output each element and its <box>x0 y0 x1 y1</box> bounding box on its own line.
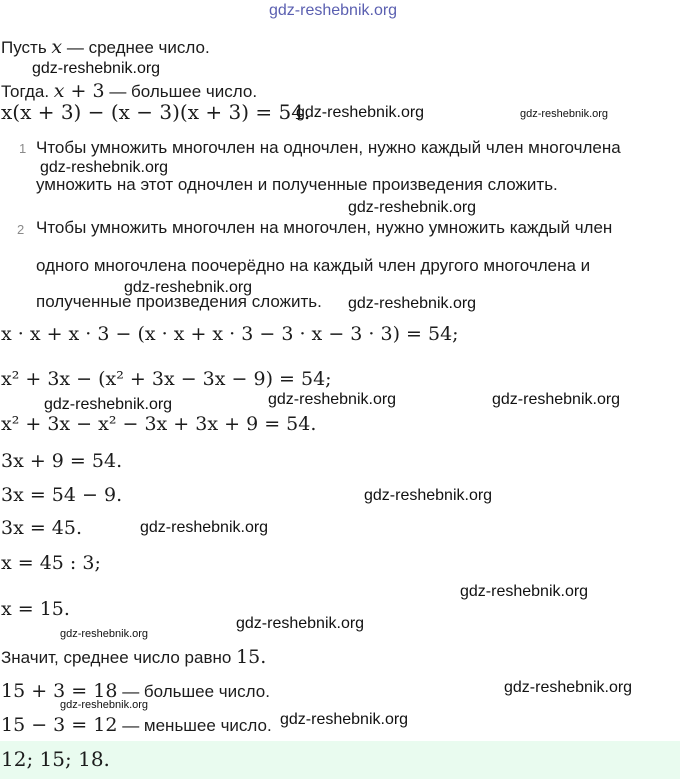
solution-step: 3x = 54 − 9. <box>1 484 123 506</box>
rule-number: 1 <box>19 141 27 156</box>
watermark: gdz-reshebnik.org <box>124 279 253 296</box>
watermark: gdz-reshebnik.org <box>348 295 477 312</box>
solution-step: 3x + 9 = 54. <box>1 450 123 472</box>
watermark: gdz-reshebnik.org <box>460 583 589 600</box>
solution-step: 3x = 45. <box>1 517 83 539</box>
rule-line: Чтобы умножить многочлен на одночлен, нужно каждый член многочлена <box>36 138 621 157</box>
watermark-small: gdz-reshebnik.org <box>60 699 149 711</box>
solution-step: x² + 3x − x² − 3x + 3x + 9 = 54. <box>1 413 317 435</box>
watermark: gdz-reshebnik.org <box>504 679 633 696</box>
watermark-small: gdz-reshebnik.org <box>520 108 609 120</box>
intro-let-line <box>1 36 210 58</box>
let-prefix: Пусть <box>1 38 47 57</box>
rule-line: умножить на этот одночлен и полученные произведения сложить. <box>36 175 558 194</box>
solution-step: x · x + x · 3 − (x · x + x · 3 − 3 · x − 3 · 3) = 54; <box>1 323 459 345</box>
then-expression: x + 3 <box>53 80 105 102</box>
let-variable: x <box>51 36 63 58</box>
conclusion-smaller <box>1 714 272 736</box>
smaller-suffix: — меньшее число. <box>122 716 272 735</box>
watermark: gdz-reshebnik.org <box>348 199 477 216</box>
conclusion-middle-value: 15. <box>236 646 267 668</box>
watermark: gdz-reshebnik.org <box>44 396 173 413</box>
let-suffix: — среднее число. <box>66 38 210 57</box>
rule-line: полученные произведения сложить. <box>36 292 322 311</box>
rule-line: Чтобы умножить многочлен на многочлен, нужно умножить каждый член <box>36 218 613 237</box>
rule-line: одного многочлена поочерёдно на каждый член другого многочлена и <box>36 256 591 275</box>
rule-number: 2 <box>17 222 25 237</box>
conclusion-middle <box>1 646 266 668</box>
watermark: gdz-reshebnik.org <box>296 104 425 121</box>
watermark: gdz-reshebnik.org <box>492 391 621 408</box>
watermark: gdz-reshebnik.org <box>236 615 365 632</box>
then-suffix: — большее число. <box>109 82 258 101</box>
intro-then-line <box>1 80 257 102</box>
watermark: gdz-reshebnik.org <box>280 711 409 728</box>
watermark: gdz-reshebnik.org <box>140 519 269 536</box>
watermark: gdz-reshebnik.org <box>40 159 169 176</box>
larger-suffix: — большее число. <box>122 682 270 701</box>
conclusion-middle-prefix: Значит, среднее число равно <box>1 648 232 667</box>
solution-step: x = 45 : 3; <box>1 552 101 574</box>
solution-step: x² + 3x − (x² + 3x − 3x − 9) = 54; <box>1 368 332 390</box>
watermark: gdz-reshebnik.org <box>268 391 397 408</box>
smaller-expression: 15 − 3 = 12 <box>1 714 118 736</box>
main-equation: x(x + 3) − (x − 3)(x + 3) = 54. <box>1 100 311 124</box>
answer: 12; 15; 18. <box>1 747 110 771</box>
larger-expression: 15 + 3 = 18 <box>1 680 118 702</box>
watermark: gdz-reshebnik.org <box>32 60 161 77</box>
then-prefix: Тогда. <box>1 82 50 101</box>
watermark: gdz-reshebnik.org <box>364 487 493 504</box>
watermark-top: gdz-reshebnik.org <box>269 2 398 19</box>
watermark-small: gdz-reshebnik.org <box>60 628 149 640</box>
solution-step: x = 15. <box>1 598 70 620</box>
